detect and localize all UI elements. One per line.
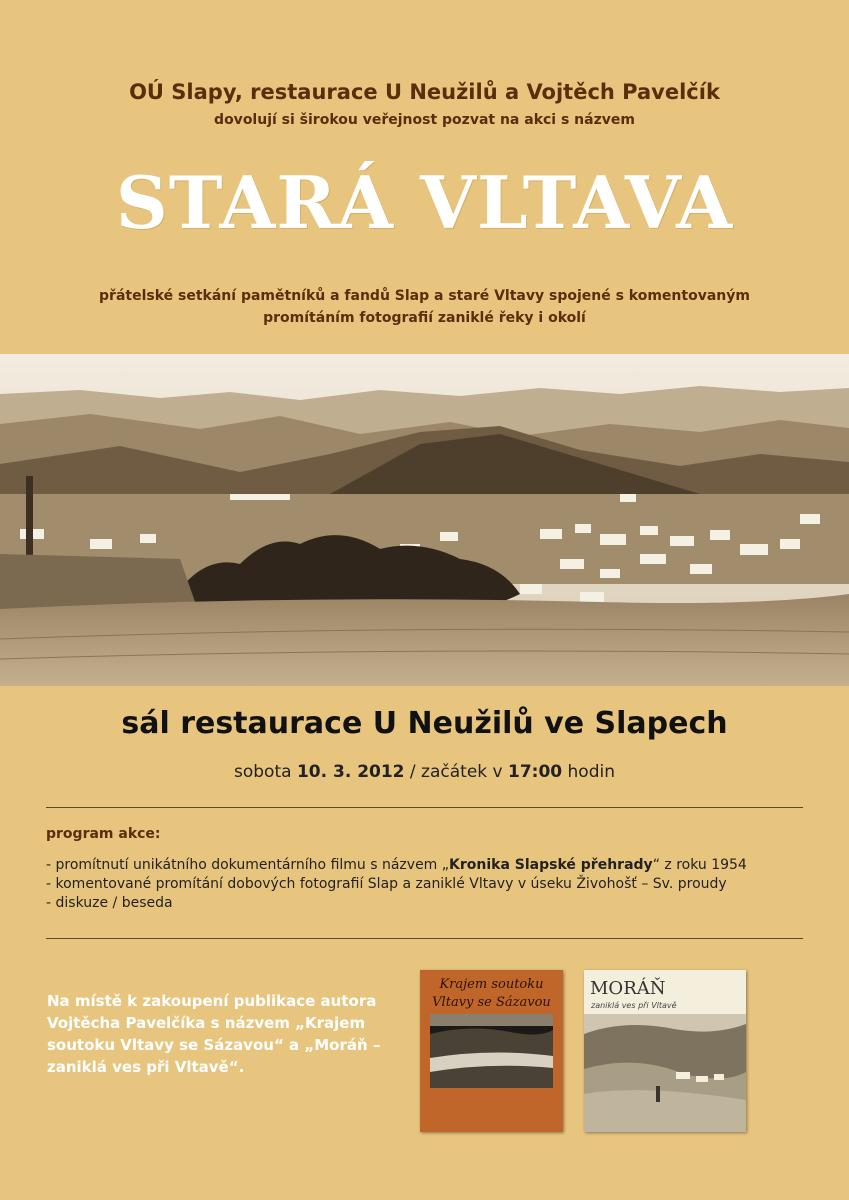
book-cover-title: MORÁŇ <box>590 978 666 999</box>
landscape-photo <box>0 354 849 686</box>
program-item-text: “ z roku 1954 <box>652 857 747 873</box>
program-item <box>46 856 816 875</box>
program-item: - diskuze / beseda <box>46 895 173 911</box>
event-title: STARÁ VLTAVA <box>115 160 734 245</box>
book-title-line: Vltavy se Sázavou <box>432 995 551 1010</box>
book-cover-title <box>420 976 563 1012</box>
purchase-line: Na místě k zakoupení publikace autora <box>47 992 377 1010</box>
divider-line <box>46 938 803 939</box>
event-date: 10. 3. 2012 <box>296 762 405 782</box>
purchase-note <box>47 990 397 1078</box>
program-item: - komentované promítání dobových fotografií Slap a zaniklé Vltavy v úseku Živohošť – Sv. proudy <box>46 876 727 892</box>
purchase-line: Vojtěcha Pavelčíka s názvem „Krajem <box>47 1014 366 1032</box>
event-day: sobota <box>234 762 292 782</box>
book-cover-photo <box>584 1014 746 1132</box>
date-separator: / začátek v <box>409 762 503 782</box>
landscape-photo-drawing <box>0 354 849 686</box>
organizers-heading: OÚ Slapy, restaurace U Neužilů a Vojtěch Pavelčík <box>129 80 720 104</box>
book-cover-photo <box>430 1014 553 1088</box>
purchase-line: zaniklá ves při Vltavě“. <box>47 1058 245 1076</box>
divider-line <box>46 807 803 808</box>
purchase-line: soutoku Vltavy se Sázavou“ a „Moráň – <box>47 1036 381 1054</box>
film-title: Kronika Slapské přehrady <box>449 857 653 873</box>
program-heading: program akce: <box>46 826 161 842</box>
program-list <box>46 856 816 913</box>
event-time: 17:00 <box>508 762 563 782</box>
date-time-line <box>0 762 849 782</box>
invitation-text: dovolují si širokou veřejnost pozvat na akci s názvem <box>214 112 635 128</box>
venue-name: sál restaurace U Neužilů ve Slapech <box>121 706 728 741</box>
program-item-text: - promítnutí unikátního dokumentárního filmu s názvem „ <box>46 857 450 873</box>
time-unit: hodin <box>567 762 615 782</box>
book-title-line: Krajem soutoku <box>439 977 544 992</box>
event-subtitle <box>0 285 849 329</box>
subtitle-line: přátelské setkání pamětníků a fandů Slap a staré Vltavy spojené s komentovaným <box>99 288 750 304</box>
book-cover-subtitle: zaniklá ves při Vltavě <box>591 1001 677 1010</box>
book-cover-krajem-soutoku <box>420 970 563 1132</box>
subtitle-line: promítáním fotografií zaniklé řeky i okolí <box>263 310 586 326</box>
book-cover-moran <box>584 970 746 1132</box>
